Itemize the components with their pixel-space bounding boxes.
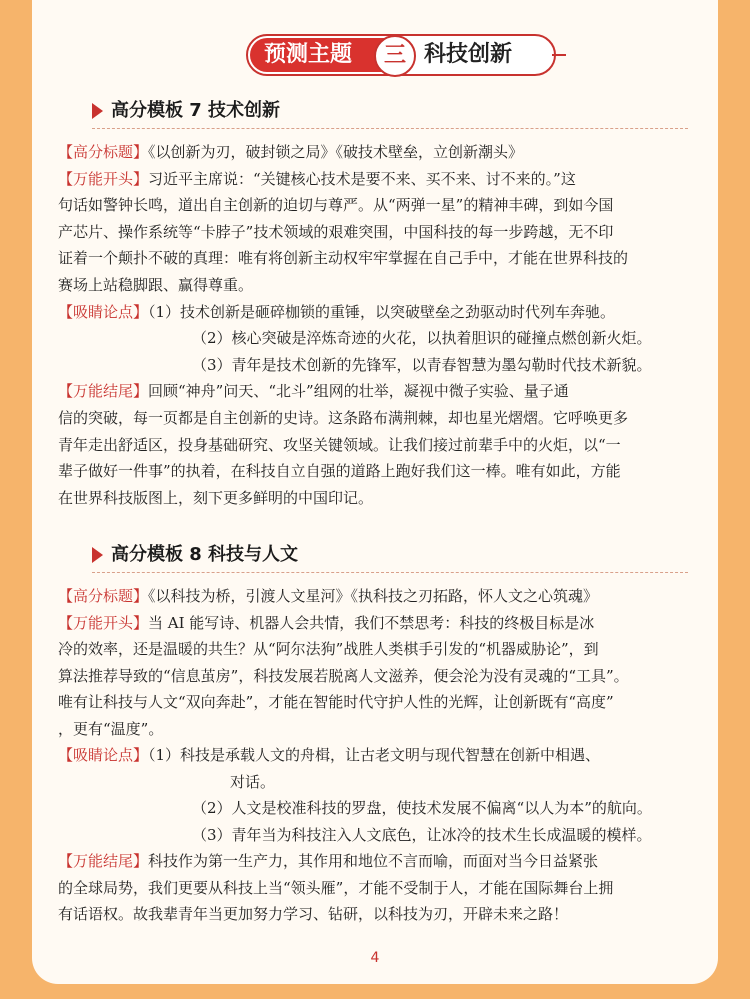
section-tag: 【万能开头】 — [58, 613, 149, 632]
text-line — [58, 585, 690, 607]
line-text: 对话。 — [230, 772, 276, 791]
text-line — [58, 903, 690, 925]
line-text: 产芯片、操作系统等“卡脖子”技术领域的艰难突围，中国科技的每一步跨越，无不印 — [58, 222, 614, 241]
text-line — [58, 612, 690, 634]
line-text: 冷的效率，还是温暖的共生？从“阿尔法狗”战胜人类棋手引发的“机器威胁论”，到 — [58, 640, 599, 658]
topic-label: 预测主题 — [250, 38, 400, 72]
line-text: 回顾“神舟”问天、“北斗”组网的壮举，凝视中微子实验、量子通 — [148, 382, 569, 401]
line-text: ，更有“温度”。 — [58, 719, 164, 738]
line-text: （2）人文是校准科技的罗盘，使技术发展不偏离“以人为本”的航向。 — [192, 799, 652, 817]
triangle-bullet-icon — [92, 103, 103, 119]
text-line — [58, 691, 690, 713]
text-line — [58, 274, 690, 296]
text-line — [58, 877, 690, 899]
line-text: 有话语权。故我辈青年当更加努力学习、钻研，以科技为刃，开辟未来之路！ — [58, 905, 569, 923]
text-line — [58, 638, 690, 660]
line-text: （3）青年当为科技注入人文底色，让冰冷的技术生长成温暖的模样。 — [192, 825, 652, 844]
text-line — [230, 771, 690, 793]
text-line — [58, 487, 690, 509]
text-line — [192, 354, 692, 376]
text-line — [58, 194, 690, 216]
text-line — [192, 824, 692, 846]
section-divider — [92, 128, 688, 129]
line-text: 《以科技为桥，引渡人文星河》《执科技之刃拓路，怀人文之心筑魂》 — [148, 587, 599, 605]
section-title-text: 高分模板 8 科技与人文 — [111, 544, 299, 565]
section-title — [92, 96, 280, 126]
section-tag: 【高分标题】 — [58, 143, 149, 161]
text-line — [58, 460, 690, 482]
text-line — [58, 718, 690, 740]
line-text: 唯有让科技与人文“双向奔赴”，才能在智能时代守护人性的光辉，让创新既有“高度” — [58, 693, 614, 711]
line-text: 赛场上站稳脚跟、赢得尊重。 — [58, 276, 254, 294]
section-tag: 【万能结尾】 — [58, 382, 149, 401]
text-line — [58, 665, 690, 687]
line-text: （1）科技是承载人文的舟楫，让古老文明与现代智慧在创新中相遇、 — [148, 746, 601, 764]
text-line — [58, 407, 690, 429]
topic-header — [246, 34, 556, 76]
text-line — [58, 434, 690, 456]
line-text: 证着一个颠扑不破的真理：唯有将创新主动权牢牢掌握在自己手中，才能在世界科技的 — [58, 249, 629, 268]
header-tail-decoration — [552, 54, 566, 56]
text-line — [58, 850, 690, 872]
triangle-bullet-icon — [92, 547, 103, 563]
line-text: （2）核心突破是淬炼奇迹的火花，以执着胆识的碰撞点燃创新火炬。 — [192, 329, 652, 348]
section-tag: 【万能开头】 — [58, 169, 149, 188]
line-text: 习近平主席说：“关键核心技术是要不来、买不来、讨不来的。”这 — [148, 169, 576, 188]
line-text: 科技作为第一生产力，其作用和地位不言而喻，而面对当今日益紧张 — [148, 852, 599, 870]
line-text: 信的突破，每一页都是自主创新的史诗。这条路布满荆棘，却也星光熠熠。它呼唤更多 — [58, 409, 629, 427]
text-line — [58, 380, 690, 402]
text-line — [192, 327, 692, 349]
section-tag: 【吸睛论点】 — [58, 746, 149, 764]
section-title-text: 高分模板 7 技术创新 — [111, 100, 281, 121]
text-line — [58, 247, 690, 269]
line-text: 青年走出舒适区，投身基础研究、攻坚关键领域。让我们接过前辈手中的火炬，以“一 — [58, 435, 621, 454]
line-text: 算法推荐导致的“信息茧房”，科技发展若脱离人文滋养，便会沦为没有灵魂的“工具”。 — [58, 666, 629, 685]
line-text: 当 AI 能写诗、机器人会共情，我们不禁思考：科技的终极目标是冰 — [148, 613, 595, 632]
line-text: 句话如警钟长鸣，道出自主创新的迫切与尊严。从“两弹一星”的精神丰碑，到如今国 — [58, 196, 614, 215]
line-text: （3）青年是技术创新的先锋军，以青春智慧为墨勾勒时代技术新貌。 — [192, 355, 652, 374]
section-tag: 【吸睛论点】 — [58, 302, 149, 321]
text-line — [58, 301, 690, 323]
line-text: 的全球局势，我们更要从科技上当“领头雁”，才能不受制于人，才能在国际舞台上拥 — [58, 878, 614, 897]
section-tag: 【万能结尾】 — [58, 852, 149, 870]
text-line — [58, 168, 690, 190]
page-number: 4 — [370, 950, 380, 966]
section-divider — [92, 572, 688, 573]
topic-title: 科技创新 — [424, 42, 513, 67]
line-text: 在世界科技版图上，刻下更多鲜明的中国印记。 — [58, 488, 374, 507]
section-tag: 【高分标题】 — [58, 587, 149, 605]
text-line — [58, 221, 690, 243]
topic-number-badge: 三 — [374, 35, 416, 77]
line-text: 《以创新为刃，破封锁之局》《破技术壁垒，立创新潮头》 — [148, 143, 524, 161]
text-line — [58, 744, 690, 766]
line-text: 辈子做好一件事”的执着，在科技自立自强的道路上跑好我们这一棒。唯有如此，方能 — [58, 462, 621, 481]
section-title — [92, 540, 298, 570]
line-text: （1）技术创新是砸碎枷锁的重锤，以突破壁垒之劲驱动时代列车奔驰。 — [148, 302, 616, 321]
text-line — [58, 141, 690, 163]
text-line — [192, 797, 692, 819]
